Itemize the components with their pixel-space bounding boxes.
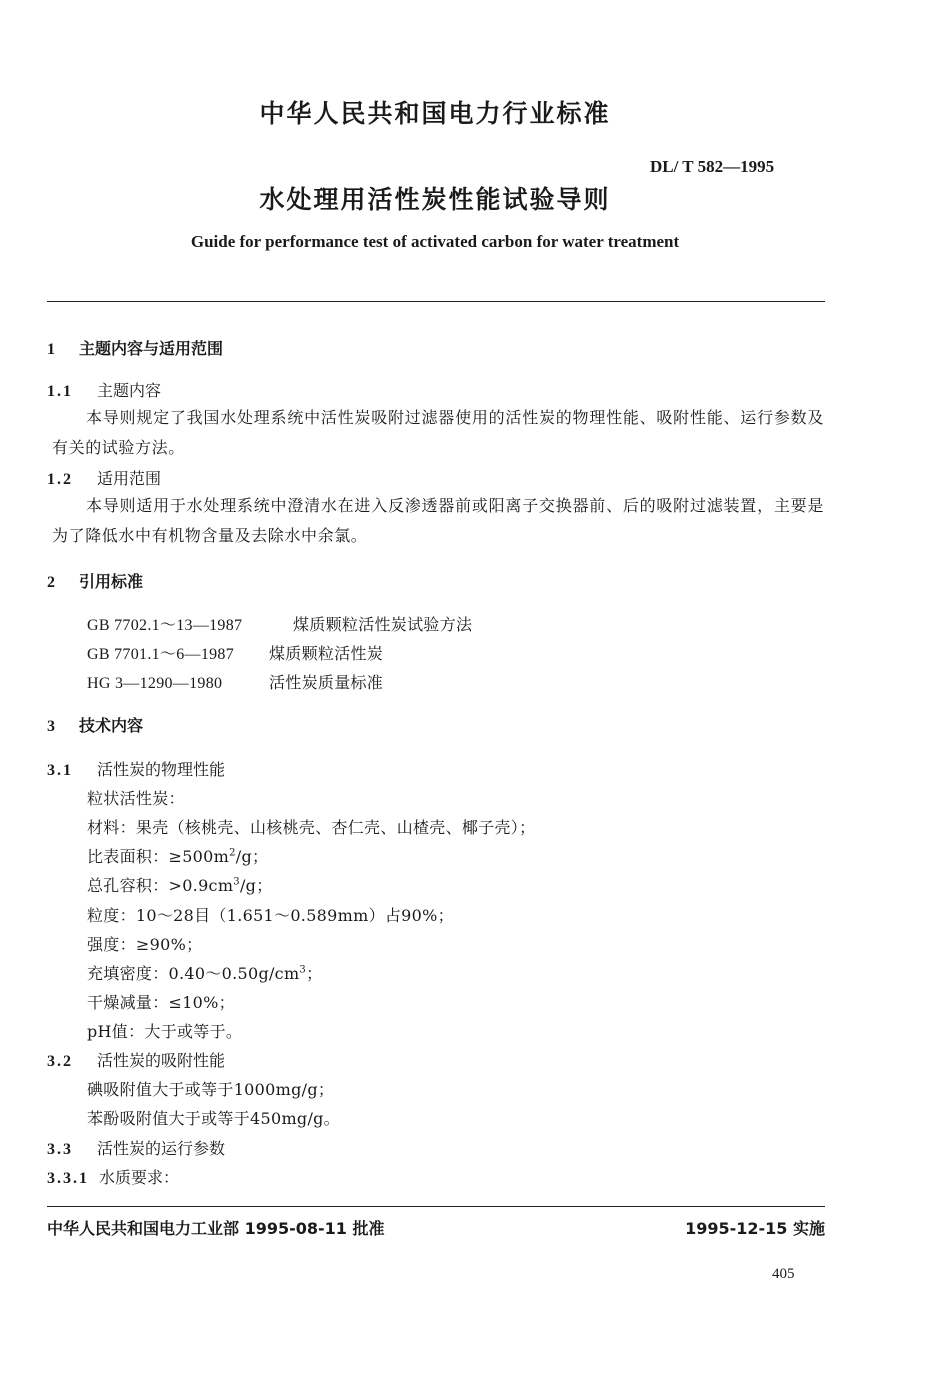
- reference-code: HG 3—1290—1980: [87, 675, 223, 692]
- spec-line: 粒状活性炭：: [87, 789, 185, 808]
- section-number: 1.1: [47, 383, 73, 400]
- reference-code: GB 7702.1～13—1987: [87, 617, 243, 634]
- spec-text: 比表面积：≥500m: [87, 847, 230, 866]
- section-number: 3.3.1: [47, 1170, 89, 1187]
- section-number: 2: [47, 574, 55, 591]
- spec-line: 苯酚吸附值大于或等于450mg/g。: [87, 1109, 340, 1128]
- reference-item: [87, 670, 383, 693]
- spec-text: 充填密度：0.40～0.50g/cm: [87, 964, 300, 983]
- section-3-1-heading: [47, 757, 225, 780]
- spec-line: 碘吸附值大于或等于1000mg/g；: [87, 1080, 335, 1099]
- section-title: 活性炭的物理性能: [97, 760, 226, 779]
- section-number: 3.2: [47, 1053, 73, 1070]
- section-title: 技术内容: [79, 716, 144, 735]
- section-title: 活性炭的吸附性能: [97, 1051, 226, 1070]
- section-title: 水质要求：: [99, 1168, 180, 1187]
- standard-category-title: 中华人民共和国电力行业标准: [259, 99, 611, 128]
- document-title-english: Guide for performance test of activated carbon for water treatment: [190, 232, 680, 251]
- document-title: 水处理用活性炭性能试验导则: [259, 185, 611, 214]
- section-1-2-heading: [47, 466, 161, 489]
- reference-code: GB 7701.1～6—1987: [87, 646, 235, 663]
- approval-line: 中华人民共和国电力工业部 1995-08-11 批准: [47, 1219, 385, 1238]
- spec-line: 粒度：10～28目（1.651～0.589mm）占90%；: [87, 906, 454, 925]
- section-number: 3.1: [47, 762, 73, 779]
- standard-code: DL/ T 582—1995: [650, 157, 775, 176]
- section-title: 引用标准: [79, 572, 144, 591]
- section-1-1-heading: [47, 378, 161, 401]
- reference-name: 煤质颗粒活性炭试验方法: [293, 615, 473, 634]
- section-title: 主题内容与适用范围: [79, 339, 224, 358]
- spec-line: 材料：果壳（核桃壳、山核桃壳、杏仁壳、山楂壳、椰子壳）；: [87, 818, 536, 837]
- section-3-3-1-heading: [47, 1165, 179, 1188]
- reference-name: 活性炭质量标准: [269, 673, 384, 692]
- reference-item: [87, 641, 383, 664]
- section-title: 主题内容: [97, 381, 162, 400]
- spec-line: [87, 873, 273, 896]
- spec-text: /g；: [239, 876, 273, 895]
- section-3-2-heading: [47, 1048, 225, 1071]
- spec-text: /g；: [235, 847, 269, 866]
- spec-line: 强度：≥90%；: [87, 935, 203, 954]
- section-title: 适用范围: [97, 469, 162, 488]
- header-divider: [47, 301, 825, 302]
- spec-line: pH值：大于或等于。: [87, 1022, 243, 1041]
- section-number: 1.2: [47, 471, 73, 488]
- spec-line: [87, 844, 268, 867]
- spec-text: 总孔容积：>0.9cm: [87, 876, 234, 895]
- footer-divider: [47, 1206, 825, 1207]
- section-number: 1: [47, 341, 55, 358]
- section-number: 3.3: [47, 1141, 73, 1158]
- section-3-3-heading: [47, 1136, 225, 1159]
- section-title: 活性炭的运行参数: [97, 1139, 226, 1158]
- spec-line: [87, 961, 322, 984]
- reference-name: 煤质颗粒活性炭: [269, 644, 384, 663]
- spec-line: 干燥减量：≤10%；: [87, 993, 235, 1012]
- superscript: 3: [299, 964, 307, 976]
- section-1-1-paragraph: 本导则规定了我国水处理系统中活性炭吸附过滤器使用的活性炭的物理性能、吸附性能、运行参数及有关的试验方法。: [52, 408, 824, 457]
- effective-date: 1995-12-15 实施: [685, 1219, 825, 1238]
- reference-item: [87, 612, 472, 635]
- section-1-heading: [47, 336, 223, 359]
- page-number: 405: [772, 1266, 795, 1282]
- superscript: 3: [233, 876, 240, 888]
- section-number: 3: [47, 718, 55, 735]
- superscript: 2: [229, 847, 236, 859]
- section-3-heading: [47, 713, 143, 736]
- section-2-heading: [47, 569, 143, 592]
- spec-text: ；: [306, 964, 323, 983]
- section-1-2-paragraph: 本导则适用于水处理系统中澄清水在进入反渗透器前或阳离子交换器前、后的吸附过滤装置，主要是为了降低水中有机物含量及去除水中余氯。: [52, 496, 824, 545]
